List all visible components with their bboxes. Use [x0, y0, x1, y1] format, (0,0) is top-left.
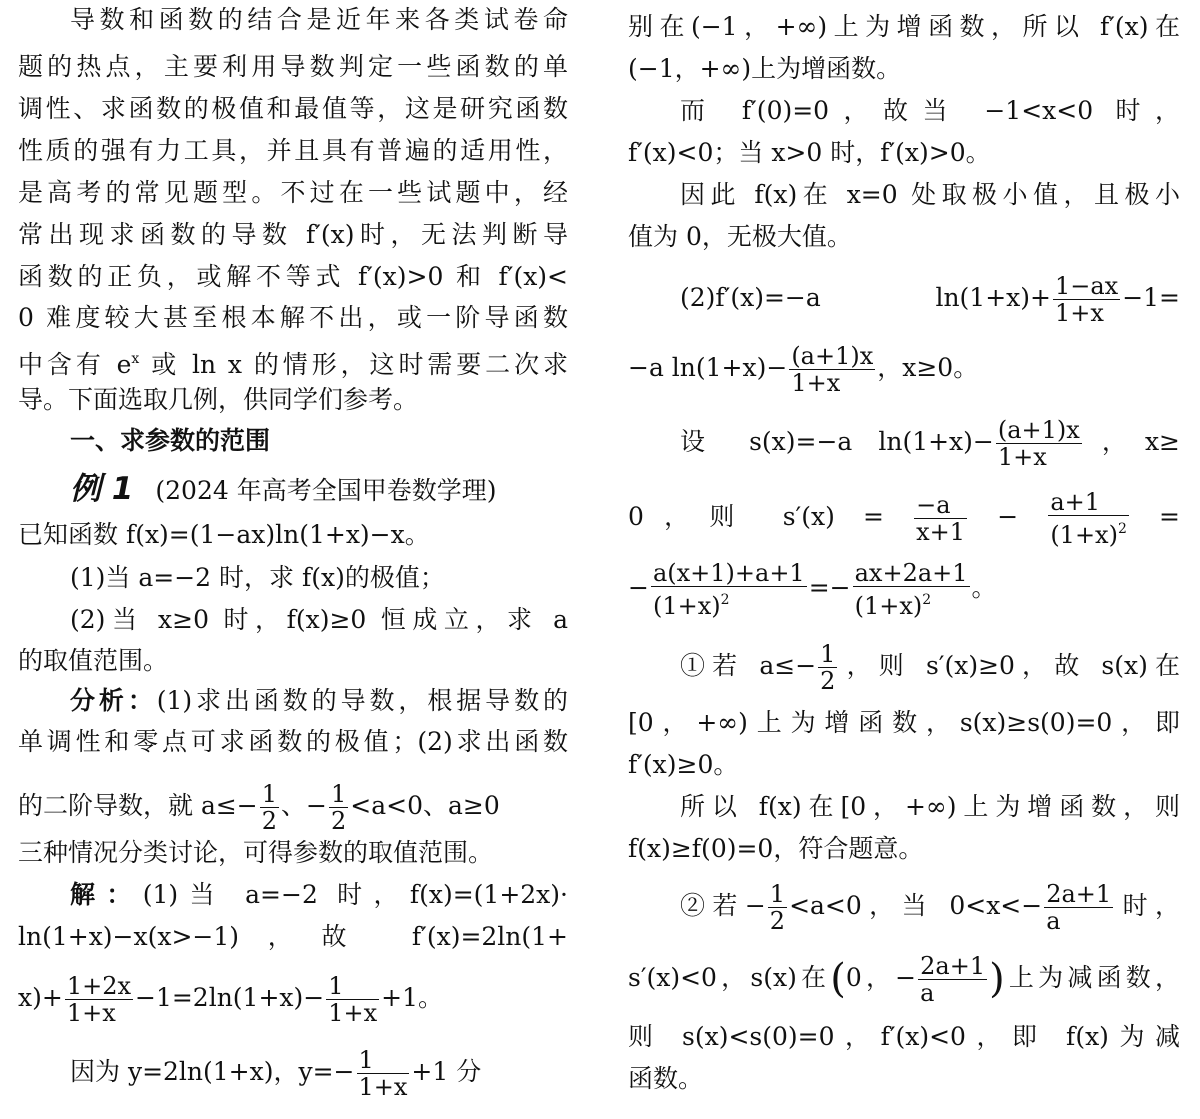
fraction: [260, 781, 279, 834]
exponent: 2: [720, 592, 730, 608]
text-line: [628, 880, 1180, 934]
text-line: f′(x)<0；当 x>0 时，f′(x)>0。: [628, 138, 991, 167]
text-fragment: (2)f′(x)=−a ln(1+x)+: [680, 283, 1051, 312]
text-line: [0，+∞)上为增函数，s(x)≥s(0)=0，即: [628, 708, 1180, 737]
text-fragment: −1=2ln(1+x)−: [135, 983, 325, 1012]
text-fragment: −a ln(1+x)−: [628, 353, 788, 382]
numerator: 1: [326, 973, 379, 1000]
text-fragment: 0，−: [845, 963, 917, 992]
text-fragment: 、−: [281, 791, 327, 820]
text-line: 单调性和零点可求函数的极值；(2)求出函数: [18, 727, 568, 756]
text-fragment: 。: [971, 573, 997, 602]
text-fragment: =: [1130, 502, 1180, 531]
solution-line: [18, 880, 568, 910]
text-line: [628, 272, 1180, 326]
text-fragment: +1 分: [411, 1057, 482, 1086]
numerator: 1: [261, 780, 278, 808]
analysis-label: 分析：: [70, 686, 157, 715]
denominator: 2: [769, 907, 786, 935]
denominator: [1048, 516, 1129, 548]
text-line: [628, 560, 1180, 619]
text-fragment: ，x≥0。: [877, 353, 979, 382]
text-line: 函数。: [628, 1064, 704, 1093]
fraction: [1044, 881, 1113, 934]
numerator: −a: [914, 492, 967, 519]
denominator-base: (1+x): [1050, 521, 1118, 549]
text-fragment: ，则 s′(x)≥0，故 s(x)在: [839, 651, 1181, 680]
numerator: a(x+1)+a+1: [652, 559, 805, 587]
text-line: [628, 342, 1180, 396]
denominator: 1+x: [791, 369, 841, 397]
text-line: [628, 640, 1180, 694]
fraction: [1053, 273, 1120, 326]
fraction: [768, 881, 787, 934]
text-fragment: <a<0、a≥0: [350, 791, 500, 820]
text-line: 调性、求函数的极值和最值等，这是研究函数: [18, 94, 568, 123]
text-fragment: x)+: [18, 983, 63, 1012]
numerator: (a+1)x: [791, 342, 874, 370]
text-fragment: ②若−: [680, 891, 766, 920]
exponent: 2: [1117, 521, 1127, 537]
numerator: 1+2x: [66, 972, 131, 1000]
denominator: a: [1046, 907, 1061, 935]
numerator: 1: [820, 640, 836, 668]
solution-label: 解：: [70, 880, 143, 909]
denominator-base: (1+x): [854, 592, 923, 620]
numerator: 2a+1: [920, 952, 986, 980]
denominator: 1+x: [997, 443, 1047, 471]
numerator: (a+1)x: [997, 416, 1080, 444]
fraction: [996, 417, 1082, 470]
text-fragment: 或 ln x 的情形，这时需要二次求: [151, 350, 569, 379]
exponent: 2: [922, 592, 932, 608]
question-1: (1)当 a=−2 时，求 f(x)的极值；: [70, 563, 445, 592]
fraction: [914, 492, 967, 545]
denominator: 2: [330, 807, 347, 835]
fraction: [1048, 489, 1129, 548]
text-line: [18, 780, 568, 834]
fraction: [326, 973, 379, 1026]
denominator: 1+x: [358, 1073, 408, 1101]
text-line: 导。下面选取几例，供同学们参考。: [18, 385, 419, 414]
text-line: 常出现求函数的导数 f′(x)时，无法判断导: [18, 220, 568, 249]
fraction: [65, 973, 133, 1026]
text-fragment: +1。: [381, 983, 443, 1012]
text-line: [628, 952, 1180, 1006]
text-line: 则 s(x)<s(0)=0，f′(x)<0，即 f(x)为减: [628, 1022, 1180, 1051]
text-fragment: −: [969, 502, 1047, 531]
text-line: 别在(−1，+∞)上为增函数，所以 f′(x)在: [628, 12, 1180, 41]
text-line: 值为 0，无极大值。: [628, 222, 852, 251]
numerator: 1−ax: [1054, 272, 1119, 300]
example-line: [18, 471, 568, 507]
question-2: (2)当 x≥0 时，f(x)≥0 恒成立，求 a: [70, 605, 568, 634]
numerator: a+1: [1048, 489, 1129, 516]
text-line: 函数的正负，或解不等式 f′(x)>0 和 f′(x)<: [18, 262, 568, 291]
fraction: [789, 343, 875, 396]
fraction: [651, 560, 807, 619]
text-fragment: 设 s(x)=−a ln(1+x)−: [680, 427, 994, 456]
fraction: [918, 953, 987, 1006]
fraction: [357, 1047, 410, 1100]
denominator: 1+x: [66, 999, 116, 1027]
text-fragment: −: [628, 573, 649, 602]
fraction: [818, 641, 837, 694]
text-fragment: −1=: [1122, 283, 1180, 312]
denominator-base: (1+x): [652, 592, 721, 620]
numerator: 1: [769, 880, 786, 908]
denominator: a: [920, 979, 935, 1007]
text-fragment: 中含有 e: [18, 350, 132, 379]
text-line: 是高考的常见题型。不过在一些试题中，经: [18, 178, 568, 207]
text-fragment: (1)求出函数的导数，根据导数的: [156, 686, 568, 715]
denominator: [853, 587, 970, 619]
text-line: [18, 972, 568, 1026]
text-fragment: <a<0，当 0<x<−: [789, 891, 1043, 920]
example-label: 例 1: [70, 471, 134, 507]
text-line: 性质的强有力工具，并且具有普遍的适用性，: [18, 136, 568, 165]
denominator: 2: [820, 667, 836, 695]
section-heading: 一、求参数的范围: [70, 426, 271, 455]
denominator: 1+x: [1054, 299, 1104, 327]
left-paren: (: [830, 956, 846, 1002]
text-line: 导数和函数的结合是近年来各类试卷命: [70, 5, 568, 34]
text-fragment: (1)当 a=−2 时，f(x)=(1+2x)·: [142, 880, 568, 909]
fraction: [329, 781, 348, 834]
text-line: [18, 344, 568, 380]
text-fragment: ，x≥: [1083, 427, 1181, 456]
analysis-line: [18, 686, 568, 716]
denominator: 1+x: [328, 999, 378, 1027]
text-fragment: =−: [808, 573, 851, 602]
denominator: [651, 587, 807, 619]
text-line: (−1，+∞)上为增函数。: [628, 54, 902, 83]
text-fragment: 上为减函数，: [1004, 963, 1180, 992]
text-fragment: s′(x)<0，s(x)在: [628, 963, 831, 992]
exponent: x: [131, 351, 140, 367]
text-line: [628, 416, 1180, 470]
text-line: 三种情况分类讨论，可得参数的取值范围。: [18, 838, 494, 867]
text-line: 因此 f(x)在 x=0 处取极小值，且极小: [680, 180, 1180, 209]
numerator: 1: [357, 1047, 410, 1074]
text-fragment: ①若 a≤−: [680, 651, 817, 680]
text-fragment: 0，则 s′(x) =: [628, 502, 913, 531]
denominator: 2: [261, 807, 278, 835]
right-paren: ): [989, 956, 1005, 1002]
text-line: [628, 489, 1180, 548]
text-fragment: 时，: [1115, 891, 1180, 920]
text-line: f(x)≥f(0)=0，符合题意。: [628, 834, 924, 863]
text-fragment: 因为 y=2ln(1+x)，y=−: [70, 1057, 355, 1086]
numerator: 1: [330, 780, 347, 808]
fraction: [853, 560, 970, 619]
denominator: x+1: [916, 518, 966, 546]
numerator: ax+2a+1: [854, 559, 968, 587]
text-line: ln(1+x)−x(x>−1)，故 f′(x)=2ln(1+: [18, 922, 568, 951]
example-source: (2024 年高考全国甲卷数学理): [155, 476, 497, 505]
text-line: f′(x)≥0。: [628, 750, 739, 779]
question-2-cont: 的取值范围。: [18, 646, 169, 675]
numerator: 2a+1: [1046, 880, 1112, 908]
text-line: 0 难度较大甚至根本解不出，或一阶导函数: [18, 303, 568, 332]
text-line: 而 f′(0)=0，故当 −1<x<0 时，: [680, 96, 1180, 125]
text-line: 题的热点，主要利用导数判定一些函数的单: [18, 52, 568, 81]
text-line: 所以 f(x)在[0，+∞)上为增函数，则: [680, 792, 1180, 821]
text-fragment: 的二阶导数，就 a≤−: [18, 791, 258, 820]
text-line: [18, 1046, 568, 1100]
example-statement: 已知函数 f(x)=(1−ax)ln(1+x)−x。: [18, 520, 430, 549]
